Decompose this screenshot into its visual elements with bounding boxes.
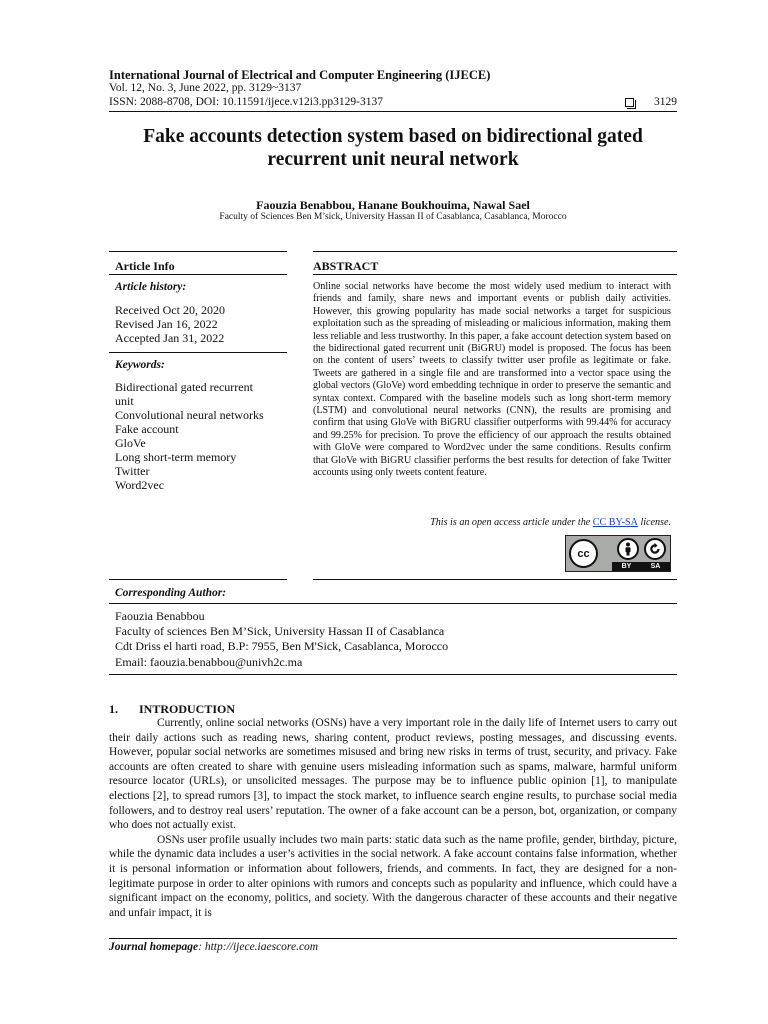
keyword: Bidirectional gated recurrent — [115, 380, 253, 394]
paragraph: Currently, online social networks (OSNs) have a very important role in the daily life of Internet users to carry out their daily actions such as reading news, sharing content, product reviews, posting messages, and discussing events. However, popular social networks are sometimes misused and bring new risks in terms of trust, security, and privacy. Fake accounts are often created to share with genuine users misleading information such as spams, malware, harmful uniform resource locator (URLs), or unsolicited messages. The purpose may be to influence public opinion [1], to manipulate elections [2], to spread rumors [3], to impact the stock market, to influence search engine results, to purchase social media followers, and to destroy real users’ reputation. The owner of a fake account can be a person, bot, organization, or company who does not actually exist. — [109, 717, 677, 832]
open-access-suffix: license. — [640, 517, 671, 528]
square-bullet-icon — [625, 98, 634, 107]
share-alike-icon — [644, 538, 666, 560]
page-number: 3129 — [654, 96, 677, 108]
keywords-label: Keywords: — [115, 359, 165, 371]
journal-homepage-link[interactable]: http://ijece.iaescore.com — [204, 941, 319, 953]
corresponding-author-label: Corresponding Author: — [115, 587, 227, 599]
keyword-list — [115, 380, 264, 492]
corresponding-rule — [109, 603, 677, 604]
keyword: Twitter — [115, 464, 150, 478]
abstract-text: Online social networks have become the most widely used medium to interact with friends and family, share news and important events or publish daily activities. However, this growing popularity has made social networks a target for suspicious exploitation such as the spreading of misleading or malicious information, making them less reliable and less trustworthy. In this paper, a fake account detection system based on the bidirectional gated recurrent unit (BiGRU) model is proposed. The focus has been on the content of users’ tweets to classify twitter user profile as legitimate or fake. Tweets are gathered in a single file and are transformed into a vector space using the global vectors (GloVe) word embedding technique in order to preserve the semantic and syntax context. Compared with the baseline models such as long short-term memory (LSTM) and convolutional neural networks (CNN), the results are promising and confirm that using GloVe with BiGRU classifier outperforms with 99.44% for accuracy and 99.25% for precision. To prove the efficiency of our approach the results obtained with GloVe were compared to Word2vec under the same conditions. Results confirm that GloVe with BiGRU classifier performs the best results for detection of fake Twitter accounts using only tweets content feature. — [313, 281, 671, 479]
keyword: unit — [115, 394, 134, 408]
badge-by-label: BY — [621, 563, 632, 570]
open-access-prefix: This is an open access article under the — [430, 517, 591, 528]
corresponding-line: Cdt Driss el harti road, B.P: 7955, Ben M'Sick, Casablanca, Morocco — [115, 639, 449, 654]
author-list: Faouzia Benabbou, Hanane Boukhouima, Nawal Sael — [256, 198, 530, 212]
corresponding-line: Faculty of sciences Ben M’Sick, University Hassan II of Casablanca — [115, 624, 445, 639]
attribution-person-icon — [617, 538, 639, 560]
header-rule — [109, 111, 677, 112]
journal-volume: Vol. 12, No. 3, June 2022, pp. 3129~3137 — [109, 82, 302, 94]
abstract-rule — [313, 274, 677, 275]
affiliation: Faculty of Sciences Ben M’sick, University Hassan II of Casablanca, Casablanca, Morocco — [219, 212, 567, 222]
history-entry: Received Oct 20, 2020 — [115, 303, 225, 317]
paragraph: OSNs user profile usually includes two main parts: static data such as the name profile, gender, birthday, picture, while the dynamic data includes a user’s activities in the social network. A fake account contains false information, whether it is personal information or information about followers, friends, and comments. In fact, they are designed for a non-legitimate purpose in order to alter opinions with rumors and concepts such as popularity and influence, which could have a significant impact on the economy, politics, and society. With the dangerous character of these accounts and their negative and unfair impact, it is — [109, 833, 677, 919]
abstract-bottom-rule — [313, 579, 677, 580]
journal-issn-doi: ISSN: 2088-8708, DOI: 10.11591/ijece.v12i3.pp3129-3137 — [109, 96, 383, 108]
paper-title — [109, 125, 677, 171]
journal-homepage: Journal homepage: http://ijece.iaescore.com — [109, 941, 319, 953]
cc-by-sa-badge[interactable] — [565, 535, 671, 572]
abstract-top-rule — [313, 251, 677, 252]
corresponding-bottom-rule — [109, 674, 677, 675]
corresponding-line: Faouzia Benabbou — [115, 609, 205, 623]
badge-strip — [612, 562, 670, 571]
creative-commons-icon: cc — [569, 539, 598, 568]
keyword: Fake account — [115, 422, 179, 436]
article-info-heading: Article Info — [115, 259, 175, 273]
section-heading-introduction: 1. INTRODUCTION — [109, 702, 236, 716]
corresponding-email: Email: faouzia.benabbou@univh2c.ma — [115, 654, 303, 669]
article-info-top-rule — [109, 251, 287, 252]
paper-title-line: Fake accounts detection system based on bidirectional gated — [143, 126, 643, 147]
article-history-label: Article history: — [115, 281, 187, 293]
keyword: Word2vec — [115, 478, 165, 492]
article-info-rule — [109, 274, 287, 275]
paper-title-line: recurrent unit neural network — [267, 149, 519, 170]
introduction-body — [109, 716, 677, 920]
corresponding-author-details — [115, 609, 448, 670]
keywords-rule — [109, 352, 287, 353]
article-info-bottom-rule — [109, 579, 287, 580]
journal-homepage-label: Journal homepage — [109, 941, 199, 953]
keyword: GloVe — [115, 436, 146, 450]
footer-rule — [109, 938, 677, 939]
history-entry: Accepted Jan 31, 2022 — [115, 331, 225, 345]
journal-name: International Journal of Electrical and Computer Engineering (IJECE) — [109, 68, 491, 82]
header-page-info — [625, 96, 677, 108]
abstract-heading: ABSTRACT — [313, 259, 379, 273]
article-history — [115, 303, 225, 345]
history-entry: Revised Jan 16, 2022 — [115, 317, 218, 331]
badge-sa-label: SA — [650, 563, 661, 570]
keyword: Convolutional neural networks — [115, 408, 264, 422]
open-access-note — [313, 517, 671, 528]
keyword: Long short-term memory — [115, 450, 237, 464]
license-link[interactable]: CC BY-SA — [592, 517, 638, 528]
